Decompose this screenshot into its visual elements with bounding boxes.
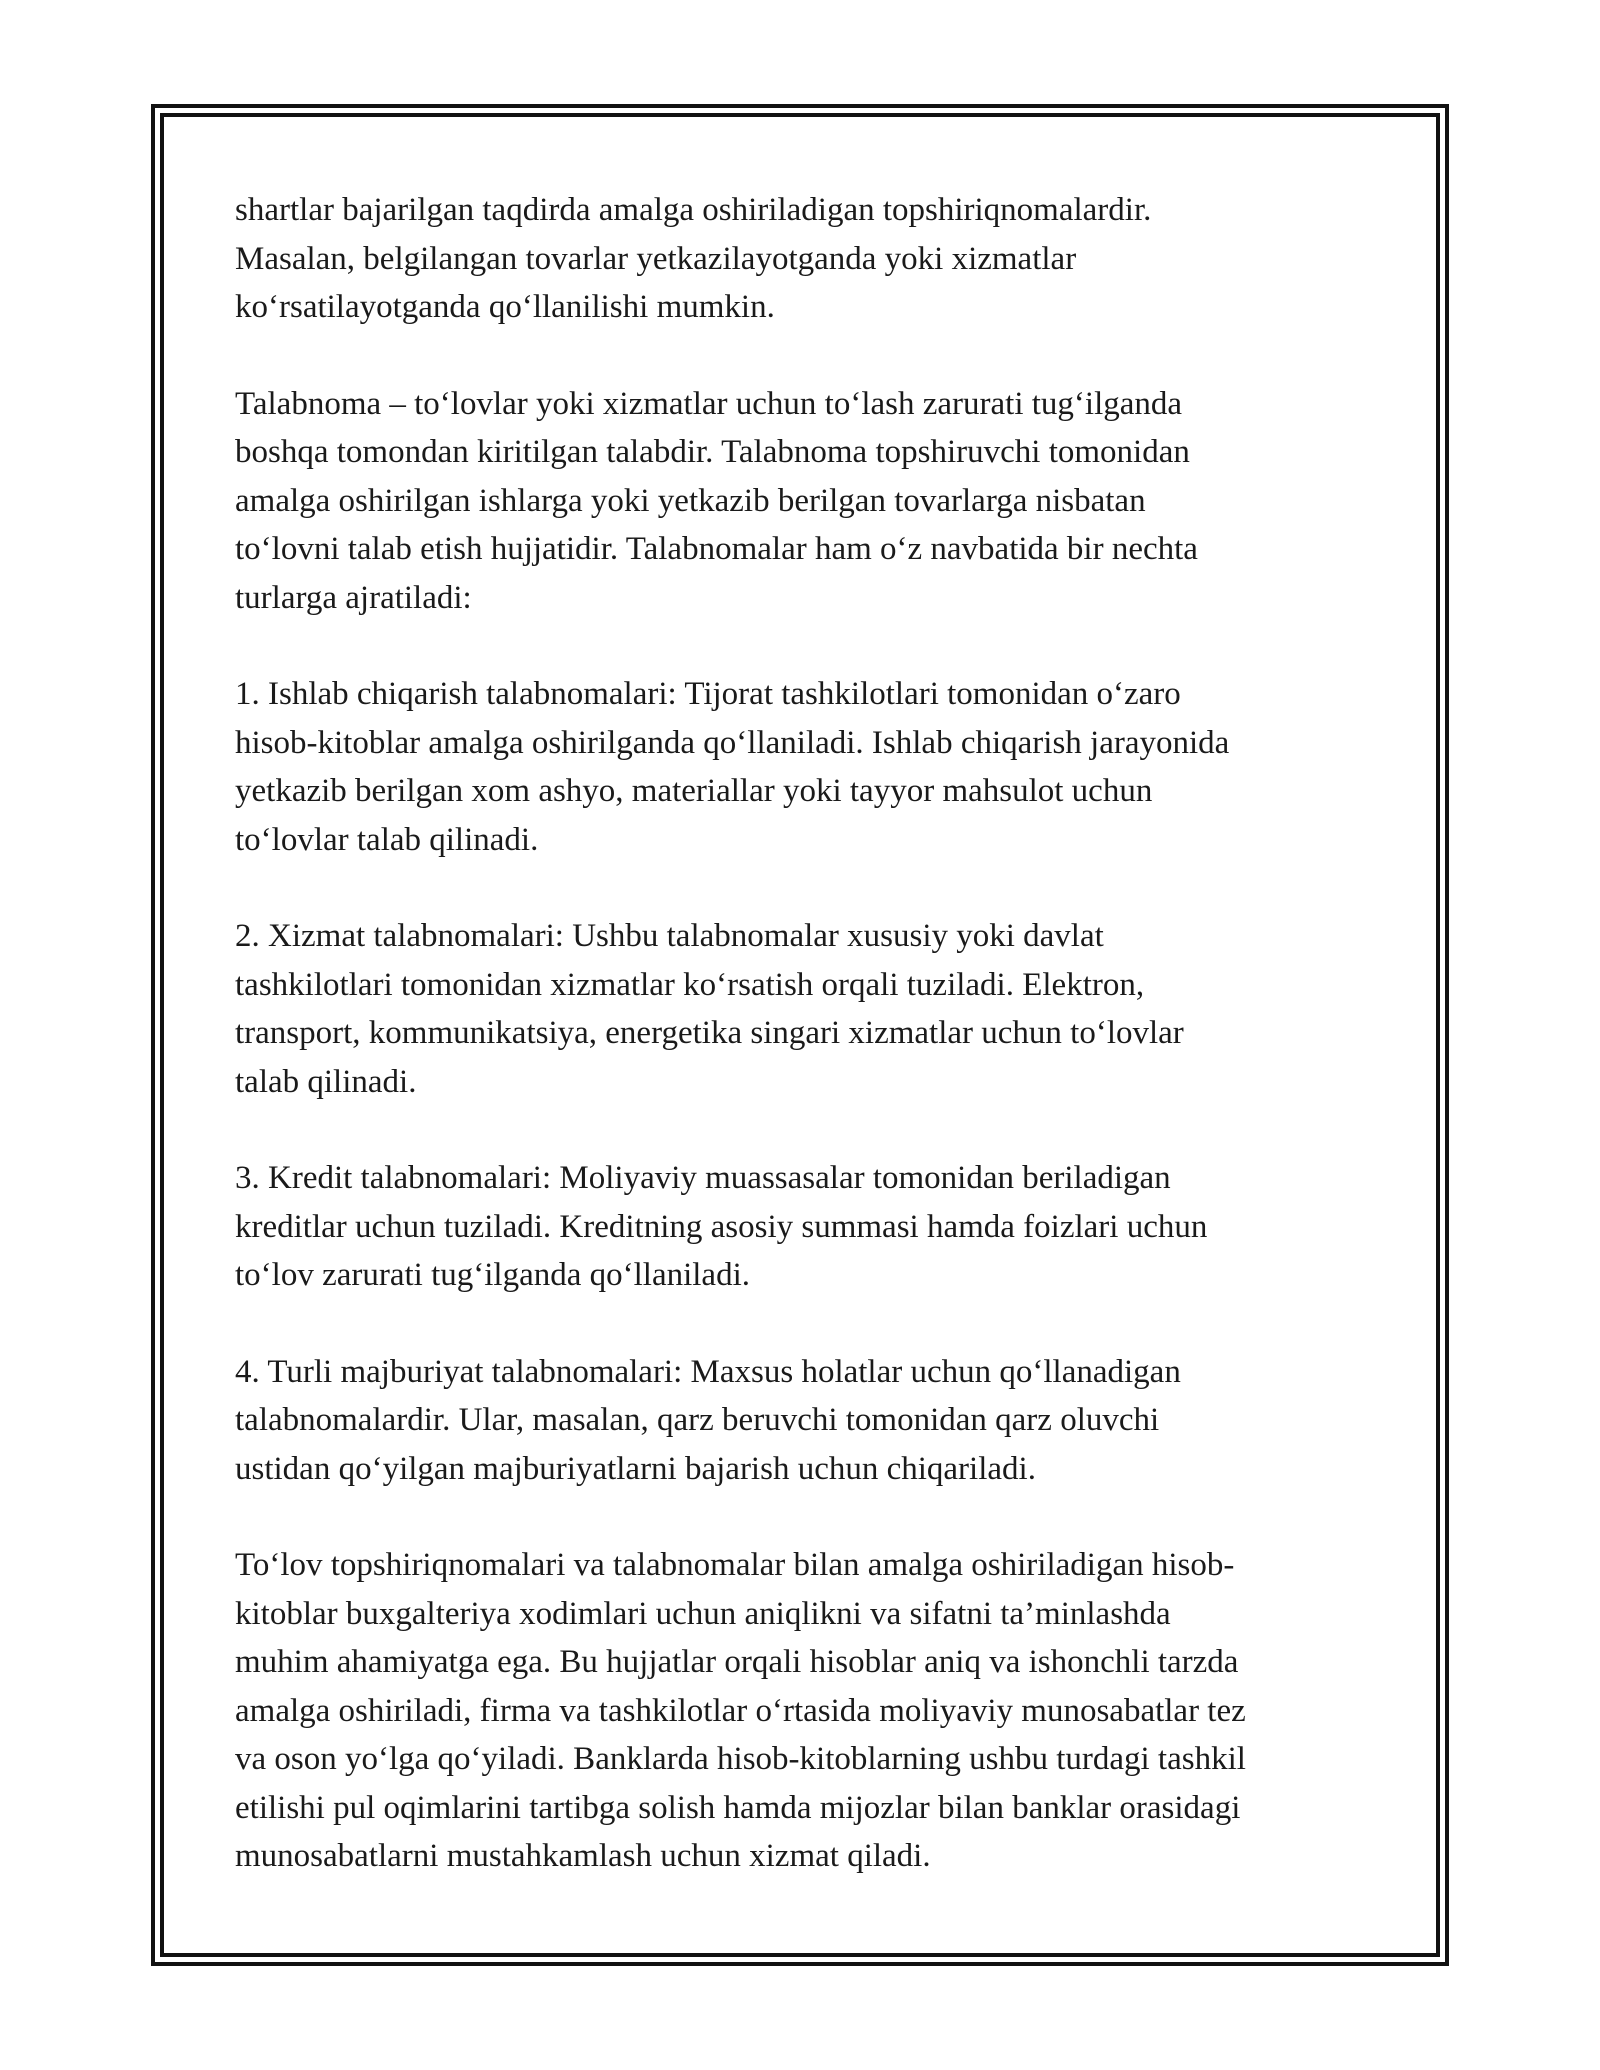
text-line: Masalan, belgilangan tovarlar yetkazilayotganda yoki xizmatlar (235, 240, 1077, 277)
text-line: kitoblar buxgalteriya xodimlari uchun aniqlikni va sifatni ta’minlashda (235, 1595, 1171, 1632)
text-line: to‘lov zarurati tug‘ilganda qo‘llaniladi. (235, 1257, 750, 1293)
paragraph-talabnoma-definition (235, 380, 1380, 623)
paragraph-intro-continuation (235, 186, 1380, 332)
text-line: tashkilotlari tomonidan xizmatlar ko‘rsatish orqali tuziladi. Elektron, (235, 966, 1145, 1003)
text-line: 2. Xizmat talabnomalari: Ushbu talabnomalar xususiy yoki davlat (235, 918, 1104, 954)
text-line: talab qilinadi. (235, 1063, 417, 1100)
text-line: ustidan qo‘yilgan majburiyatlarni bajarish uchun chiqariladi. (235, 1450, 1036, 1487)
text-line: turlarga ajratiladi: (235, 579, 472, 616)
text-line: va oson yo‘lga qo‘yiladi. Banklarda hisob-kitoblarning ushbu turdagi tashkil (235, 1741, 1246, 1777)
text-line: 3. Kredit talabnomalari: Moliyaviy muassasalar tomonidan beriladigan (235, 1160, 1171, 1196)
text-line: boshqa tomondan kiritilgan talabdir. Talabnoma topshiruvchi tomonidan (235, 434, 1190, 470)
text-line: kreditlar uchun tuziladi. Kreditning asosiy summasi hamda foizlari uchun (235, 1208, 1208, 1245)
text-line: talabnomalardir. Ular, masalan, qarz beruvchi tomonidan qarz oluvchi (235, 1402, 1160, 1438)
text-line: 4. Turli majburiyat talabnomalari: Maxsus holatlar uchun qo‘llanadigan (235, 1353, 1181, 1390)
text-line: hisob-kitoblar amalga oshirilganda qo‘llaniladi. Ishlab chiqarish jarayonida (235, 724, 1230, 761)
text-line: 1. Ishlab chiqarish talabnomalari: Tijorat tashkilotlari tomonidan o‘zaro (235, 676, 1181, 712)
text-line: ko‘rsatilayotganda qo‘llanilishi mumkin. (235, 289, 775, 325)
text-line: munosabatlarni mustahkamlash uchun xizmat qiladi. (235, 1838, 931, 1874)
text-line: muhim ahamiyatga ega. Bu hujjatlar orqali hisoblar aniq va ishonchli tarzda (235, 1644, 1239, 1680)
text-line: yetkazib berilgan xom ashyo, materiallar yoki tayyor mahsulot uchun (235, 773, 1153, 809)
text-line: To‘lov topshiriqnomalari va talabnomalar bilan amalga oshiriladigan hisob- (235, 1547, 1235, 1583)
text-line: Talabnoma – to‘lovlar yoki xizmatlar uchun to‘lash zarurati tug‘ilganda (235, 385, 1183, 422)
text-line: to‘lovlar talab qilinadi. (235, 821, 539, 858)
list-item-2-service (235, 912, 1380, 1106)
text-line: to‘lovni talab etish hujjatidir. Talabnomalar ham o‘z navbatida bir nechta (235, 531, 1198, 567)
document-body (235, 186, 1380, 1929)
text-line: amalga oshiriladi, firma va tashkilotlar o‘rtasida moliyaviy munosabatlar tez (235, 1692, 1246, 1729)
paragraph-conclusion (235, 1541, 1380, 1881)
text-line: transport, kommunikatsiya, energetika singari xizmatlar uchun to‘lovlar (235, 1015, 1184, 1051)
list-item-3-credit (235, 1154, 1380, 1300)
text-line: etilishi pul oqimlarini tartibga solish hamda mijozlar bilan banklar orasidagi (235, 1789, 1241, 1826)
text-line: shartlar bajarilgan taqdirda amalga oshiriladigan topshiriqnomalardir. (235, 192, 1152, 228)
list-item-1-production (235, 670, 1380, 864)
text-line: amalga oshirilgan ishlarga yoki yetkazib berilgan tovarlarga nisbatan (235, 482, 1146, 519)
list-item-4-obligation (235, 1348, 1380, 1494)
